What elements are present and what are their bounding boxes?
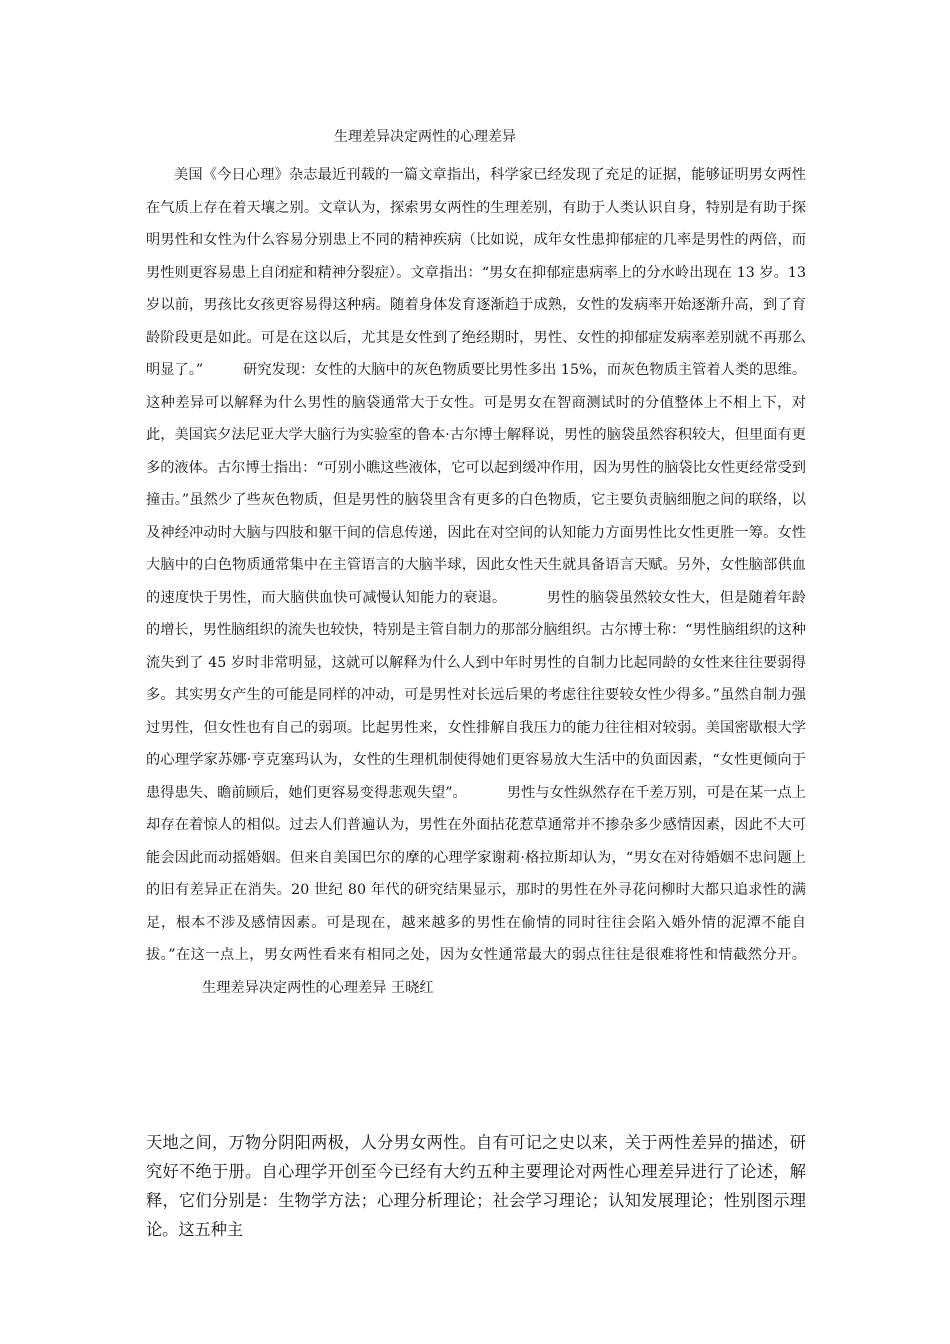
article-paragraph-4: 男性与女性纵然存在千差万别，可是在某一点上却存在着惊人的相似。过去人们普遍认为，男性在外面拈花惹草通常并不掺杂多少感情因素，因此不大可能会因此而动摇婚姻。但来自美国巴尔的摩的心理学家谢莉·格拉斯却认为，“男女在对待婚姻不忠问题上的旧有差异正在消失。20 世纪 80 年代的研究结果显示，那时的男性在外寻花问柳时大都只追求性的满足，根本不涉及感情因素。可是现在，越来越多的男性在偷情的同时往往会陷入婚外情的泥潭不能自拔。”在这一点上，男女两性看来有相同之处，因为女性通常最大的弱点往往是很难将性和情截然分开。	[146, 784, 806, 963]
title-text: 生理差异决定两性的心理差异	[334, 129, 516, 145]
article-body	[146, 159, 806, 1004]
document-title	[0, 128, 950, 146]
article-paragraph-1: 美国《今日心理》杂志最近刊载的一篇文章指出，科学家已经发现了充足的证据，能够证明男女两性在气质上存在着天壤之别。文章认为，探索男女两性的生理差别，有助于人类认识自身，特别是有助于探明男性和女性为什么容易分别患上不同的精神疾病（比如说，成年女性患抑郁症的几率是男性的两倍，而男性则更容易患上自闭症和精神分裂症）。文章指出：“男女在抑郁症患病率上的分水岭出现在 13 岁。13 岁以前，男孩比女孩更容易得这种病。随着身体发育逐渐趋于成熟，女性的发病率开始逐渐升高，到了育龄阶段更是如此。可是在这以后，尤其是女性到了绝经期时，男性、女性的抑郁症发病率差别就不再那么明显了。”	[146, 167, 806, 378]
intro-paragraph: 天地之间，万物分阴阳两极，人分男女两性。自有可记之史以来，关于两性差异的描述，研究好不绝于册。自心理学开创至今已经有大约五种主要理论对两性心理差异进行了论述，解释，它们分别是：生物学方法；心理分析理论；社会学习理论；认知发展理论；性别图示理论。这五种主	[146, 1133, 806, 1239]
article-byline: 生理差异决定两性的心理差异 王晓红	[202, 979, 434, 996]
article-paragraph-2: 研究发现：女性的大脑中的灰色物质要比男性多出 15%，而灰色物质主管着人类的思维。这种差异可以解释为什么男性的脑袋通常大于女性。可是男女在智商测试时的分值整体上不相上下，对此，美国宾夕法尼亚大学大脑行为实验室的鲁本·古尔博士解释说，男性的脑袋虽然容积较大，但里面有更多的液体。古尔博士指出：“可别小瞧这些液体，它可以起到缓冲作用，因为男性的脑袋比女性更经常受到撞击。”虽然少了些灰色物质，但是男性的脑袋里含有更多的白色物质，它主要负责脑细胞之间的联络，以及神经冲动时大脑与四肢和躯干间的信息传递，因此在对空间的认知能力方面男性比女性更胜一筹。女性大脑中的白色物质通常集中在主管语言的大脑半球，因此女性天生就具备语言天赋。另外，女性脑部供血的速度快于男性，而大脑供血快可减慢认知能力的衰退。	[146, 362, 807, 606]
article-paragraph-3: 男性的脑袋虽然较女性大，但是随着年龄的增长，男性脑组织的流失也较快，特别是主管自制力的那部分脑组织。古尔博士称：“男性脑组织的这种流失到了 45 岁时非常明显，这就可以解释为什么人到中年时男性的自制力比起同龄的女性来往往要弱得多。其实男女产生的可能是同样的冲动，可是男性对长远后果的考虑往往要较女性少得多。”虽然自制力强过男性，但女性也有自己的弱项。比起男性来，女性排解自我压力的能力往往相对较弱。美国密歇根大学的心理学家苏娜·亨克塞玛认为，女性的生理机制使得她们更容易放大生活中的负面因素，“女性更倾向于患得患失、瞻前顾后，她们更容易变得悲观失望”。	[146, 589, 806, 801]
